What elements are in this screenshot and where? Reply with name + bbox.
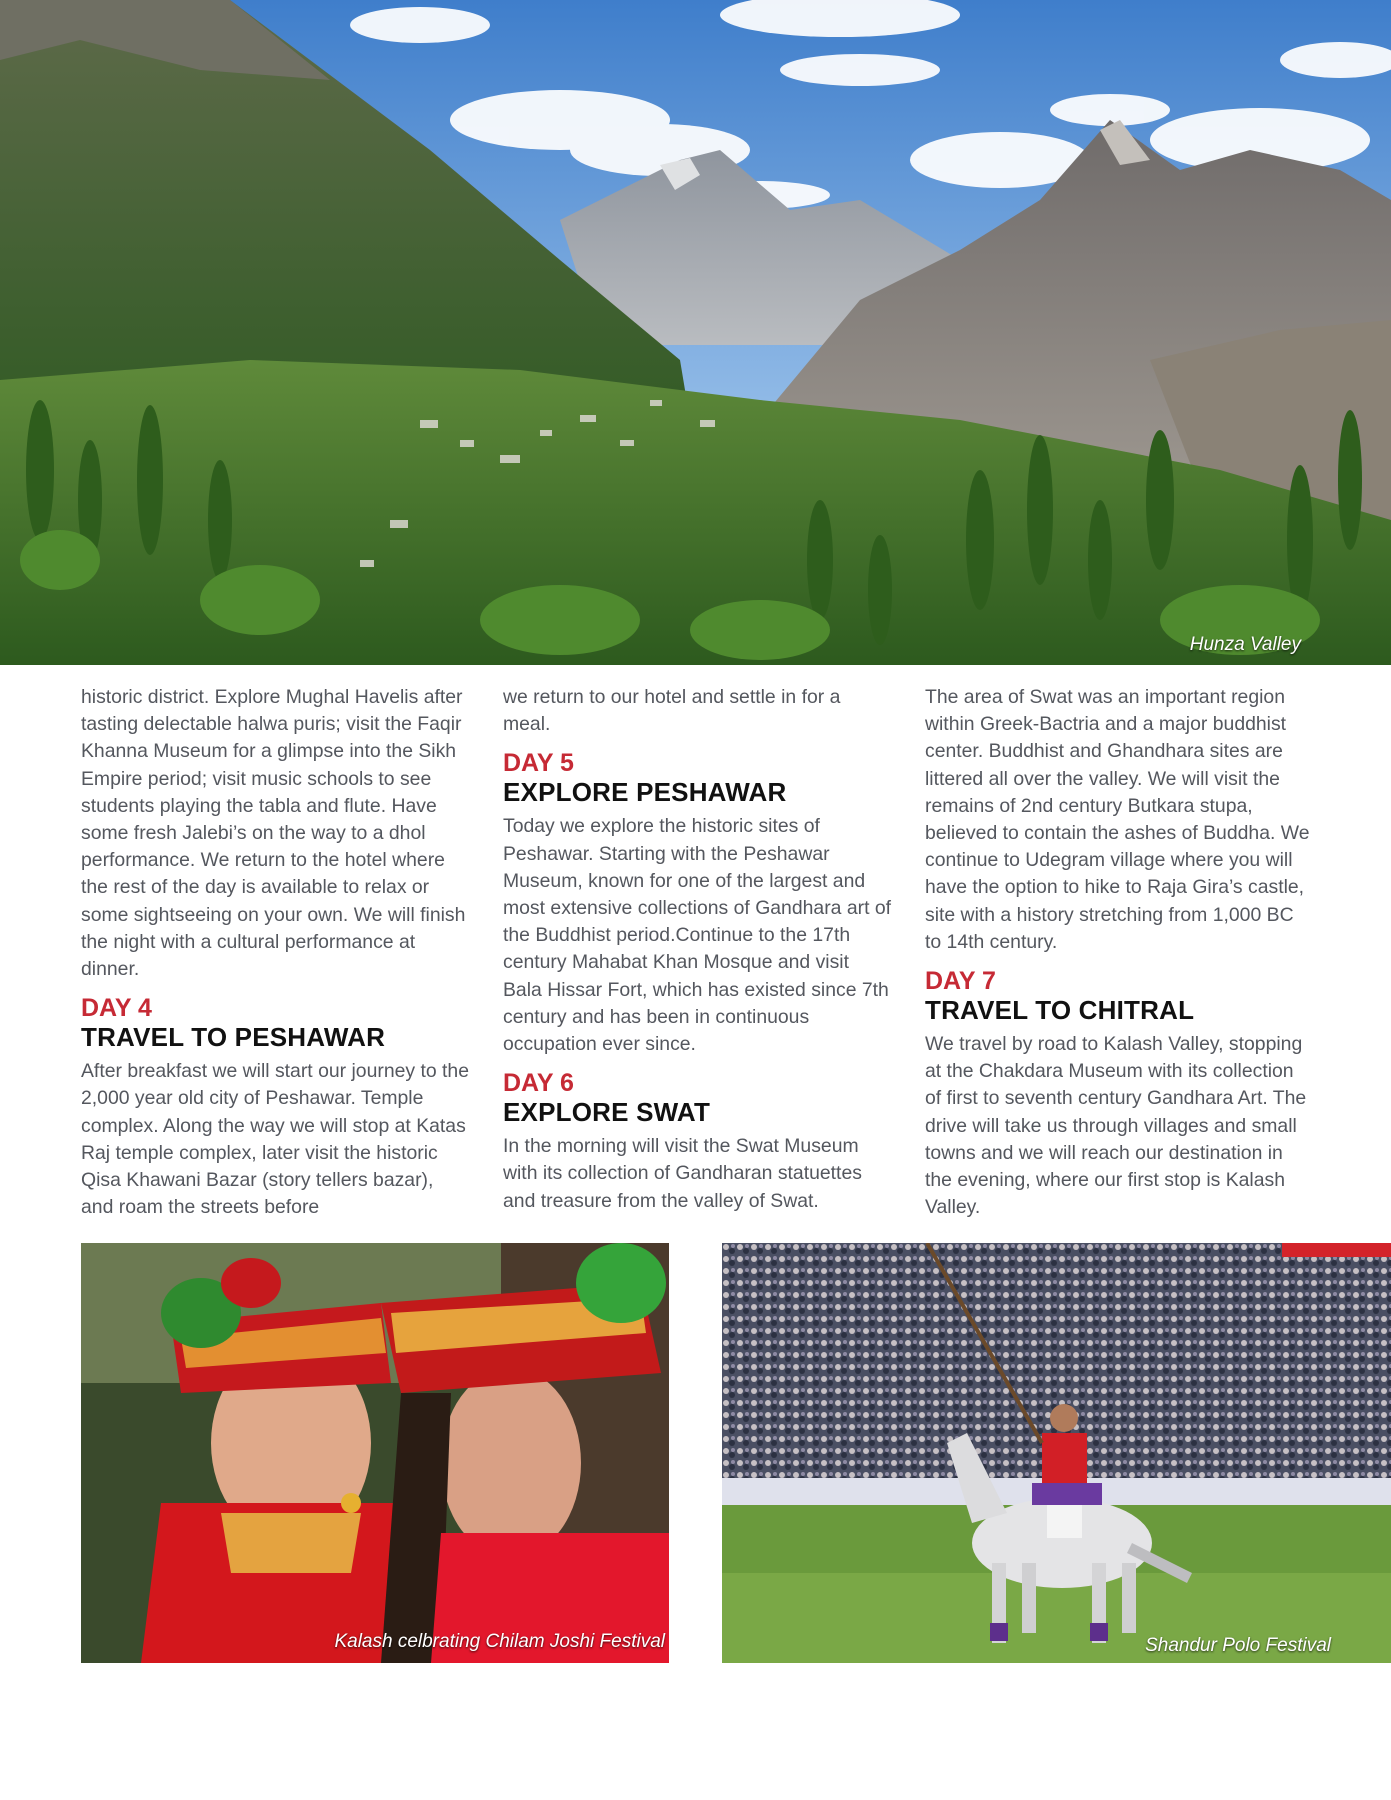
text-column-2: [503, 684, 893, 1215]
hero-photo: [0, 0, 1391, 665]
polo-caption: Shandur Polo Festival: [1145, 1635, 1331, 1656]
polo-festival-photo: [722, 1243, 1391, 1663]
polo-player-image: [722, 1243, 1391, 1663]
day-5-title: EXPLORE PESHAWAR: [503, 777, 787, 808]
day-7-title: TRAVEL TO CHITRAL: [925, 995, 1195, 1026]
day-6-title: EXPLORE SWAT: [503, 1097, 711, 1128]
day-4-label: DAY 4: [81, 994, 152, 1023]
day-7-label: DAY 7: [925, 967, 996, 996]
text-column-3: [925, 684, 1315, 1221]
day-5-label: DAY 5: [503, 749, 574, 778]
day-7-paragraph: We travel by road to Kalash Valley, stopping at the Chakdara Museum with its collection of first to seventh century Gandhara Art. The drive will take us through villages and small towns and we will reach our destination in the evening, where our first stop is Kalash Valley.: [925, 1033, 1307, 1219]
hunza-valley-image: [0, 0, 1391, 665]
col3-intro-paragraph: The area of Swat was an important region within Greek-Bactria and a major buddhist center. Buddhist and Ghandhara sites are littered all over the valley. We will visit the remains of 2nd century Butkara stupa, believed to contain the ashes of Buddha. We continue to Udegram village where you will have the option to hike to Raja Gira’s castle, site with a history stretching from 1,000 BC to 14th century.: [925, 686, 1310, 953]
col2-intro-paragraph: we return to our hotel and settle in for a meal.: [503, 686, 841, 736]
day-4-title: TRAVEL TO PESHAWAR: [81, 1022, 386, 1053]
kalash-women-image: [81, 1243, 669, 1663]
day-5-paragraph: Today we explore the historic sites of Peshawar. Starting with the Peshawar Museum, known for one of the largest and most extensive collections of Gandhara art of the Buddhist period.Continue to the 17th century Mahabat Khan Mosque and visit Bala Hissar Fort, which has existed since 7th century and has been in continuous occupation ever since.: [503, 815, 892, 1056]
day-4-paragraph: After breakfast we will start our journey to the 2,000 year old city of Peshawar. Temple complex. Along the way we will stop at Katas Raj temple complex, later visit the historic Qisa Khawani Bazar (story tellers bazar), and roam the streets before: [81, 1060, 469, 1219]
kalash-festival-photo: [81, 1243, 669, 1663]
day-6-paragraph: In the morning will visit the Swat Museum with its collection of Gandharan statuettes and treasure from the valley of Swat.: [503, 1135, 862, 1212]
col1-intro-paragraph: historic district. Explore Mughal Havelis after tasting delectable halwa puris; visit the Faqir Khanna Museum for a glimpse into the Sikh Empire period; visit music schools to see students playing the tabla and flute. Have some fresh Jalebi’s on the way to a dhol performance. We return to the hotel where the rest of the day is available to relax or some sightseeing on your own. We will finish the night with a cultural performance at dinner.: [81, 686, 466, 981]
text-column-1: [81, 684, 471, 1221]
hero-caption: Hunza Valley: [1189, 634, 1301, 655]
day-6-label: DAY 6: [503, 1069, 574, 1098]
kalash-caption: Kalash celbrating Chilam Joshi Festival: [334, 1631, 665, 1652]
